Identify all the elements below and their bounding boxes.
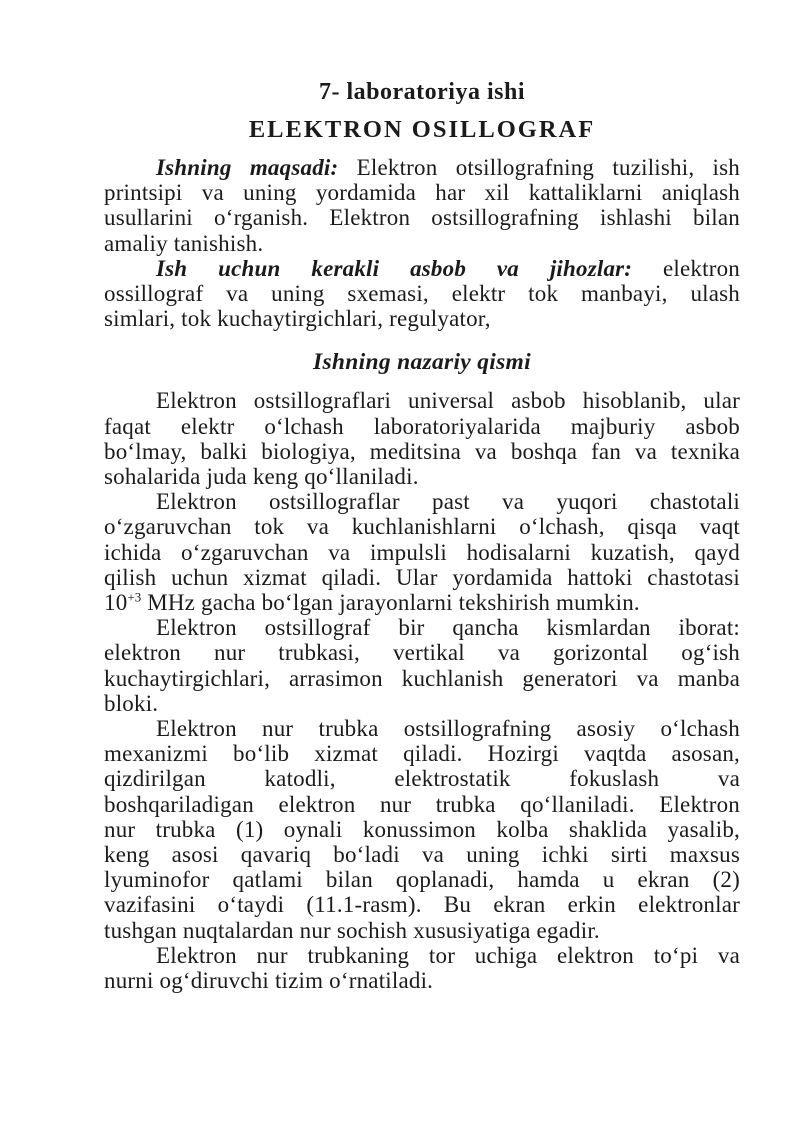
text-line [104, 590, 740, 615]
text-line: o‘zgaruvchan tok va kuchlanishlarni o‘lchash, qisqa vaqt [104, 514, 740, 540]
section-heading: Ishning nazariy qismi [313, 349, 531, 376]
text-line: nur trubka (1) oynali konussimon kolba shaklida yasalib, [104, 816, 740, 842]
text-line: simlari, tok kuchaytirgichlari, regulyator, [104, 306, 491, 332]
text-line: Elektron ostsillograf bir qancha kismlardan iborat: [156, 615, 740, 641]
paragraph-universal [104, 388, 740, 489]
superscript-exponent: +3 [127, 589, 142, 605]
text-line: usullarini o‘rganish. Elektron ostsillografning ishlashi bilan [104, 205, 740, 231]
paragraph-tube [104, 716, 740, 943]
text-run: elektron [632, 255, 740, 281]
page-content [104, 80, 740, 993]
text-line: boshqariladigan elektron nur trubka qo‘llaniladi. Elektron [104, 791, 740, 817]
lab-number-title: 7- laboratoriya ishi [319, 79, 525, 105]
text-line: bo‘lmay, balki biologiya, meditsina va boshqa fan va texnika [104, 438, 740, 464]
text-line: ossillograf va uning sxemasi, elektr tok manbayi, ulash [104, 281, 740, 307]
text-line: kuchaytirgichlari, arrasimon kuchlanish generatori va manba [104, 665, 740, 691]
text-line: amaliy tanishish. [104, 230, 264, 256]
text-line: Elektron ostsillograflari universal asbob hisoblanib, ular [156, 388, 740, 414]
text-line [104, 155, 740, 180]
text-line: ichida o‘zgaruvchan va impulsli hodisalarni kuzatish, qayd [104, 539, 740, 565]
text-line: qilish uchun xizmat qiladi. Ular yordamida hattoki chastotasi [104, 564, 740, 590]
text-line: lyuminofor qatlami bilan qoplanadi, hamda u ekran (2) [104, 867, 740, 893]
tools-lead-label: Ish uchun kerakli asbob va jihozlar: [156, 255, 633, 281]
text-line: Elektron nur trubkaning tor uchiga elektron to‘pi va [156, 942, 740, 968]
text-run: Elektron otsillografning tuzilishi, ish [338, 155, 740, 180]
text-line: nurni og‘diruvchi tizim o‘rnatiladi. [104, 968, 434, 994]
text-line: printsipi va uning yordamida har xil kattaliklarni aniqlash [104, 180, 740, 206]
text-line: qizdirilgan katodli, elektrostatik fokuslash va [104, 766, 740, 792]
text-line: mexanizmi bo‘lib xizmat qiladi. Hozirgi vaqtda asosan, [104, 741, 740, 767]
text-line [104, 256, 740, 281]
paragraph-parts [104, 615, 740, 716]
text-line: elektron nur trubkasi, vertikal va gorizontal og‘ish [104, 640, 740, 666]
text-line: bloki. [104, 690, 159, 716]
main-title: ELEKTRON OSILLOGRAF [248, 116, 596, 143]
text-line: tushgan nuqtalardan nur sochish xususiyatiga egadir. [104, 917, 600, 943]
aim-lead-label: Ishning maqsadi: [156, 155, 339, 180]
text-line: Elektron ostsillograflar past va yuqori chastotali [156, 489, 740, 515]
text-line: Elektron nur trubka ostsillografning asosiy o‘lchash [156, 716, 740, 742]
text-line: faqat elektr o‘lchash laboratoriyalarida majburiy asbob [104, 413, 740, 439]
paragraph-tools [104, 256, 740, 332]
paragraph-frequency [104, 489, 740, 615]
text-run: 10 [104, 590, 128, 616]
text-line: sohalarida juda keng qo‘llaniladi. [104, 464, 419, 490]
paragraph-aim [104, 155, 740, 256]
text-line: keng asosi qavariq bo‘ladi va uning ichki sirti maxsus [104, 842, 740, 868]
paragraph-gun [104, 943, 740, 993]
text-line: vazifasini o‘taydi (11.1-rasm). Bu ekran erkin elektronlar [104, 892, 740, 918]
text-run: MHz gacha bo‘lgan jarayonlarni tekshirish mumkin. [141, 590, 640, 616]
